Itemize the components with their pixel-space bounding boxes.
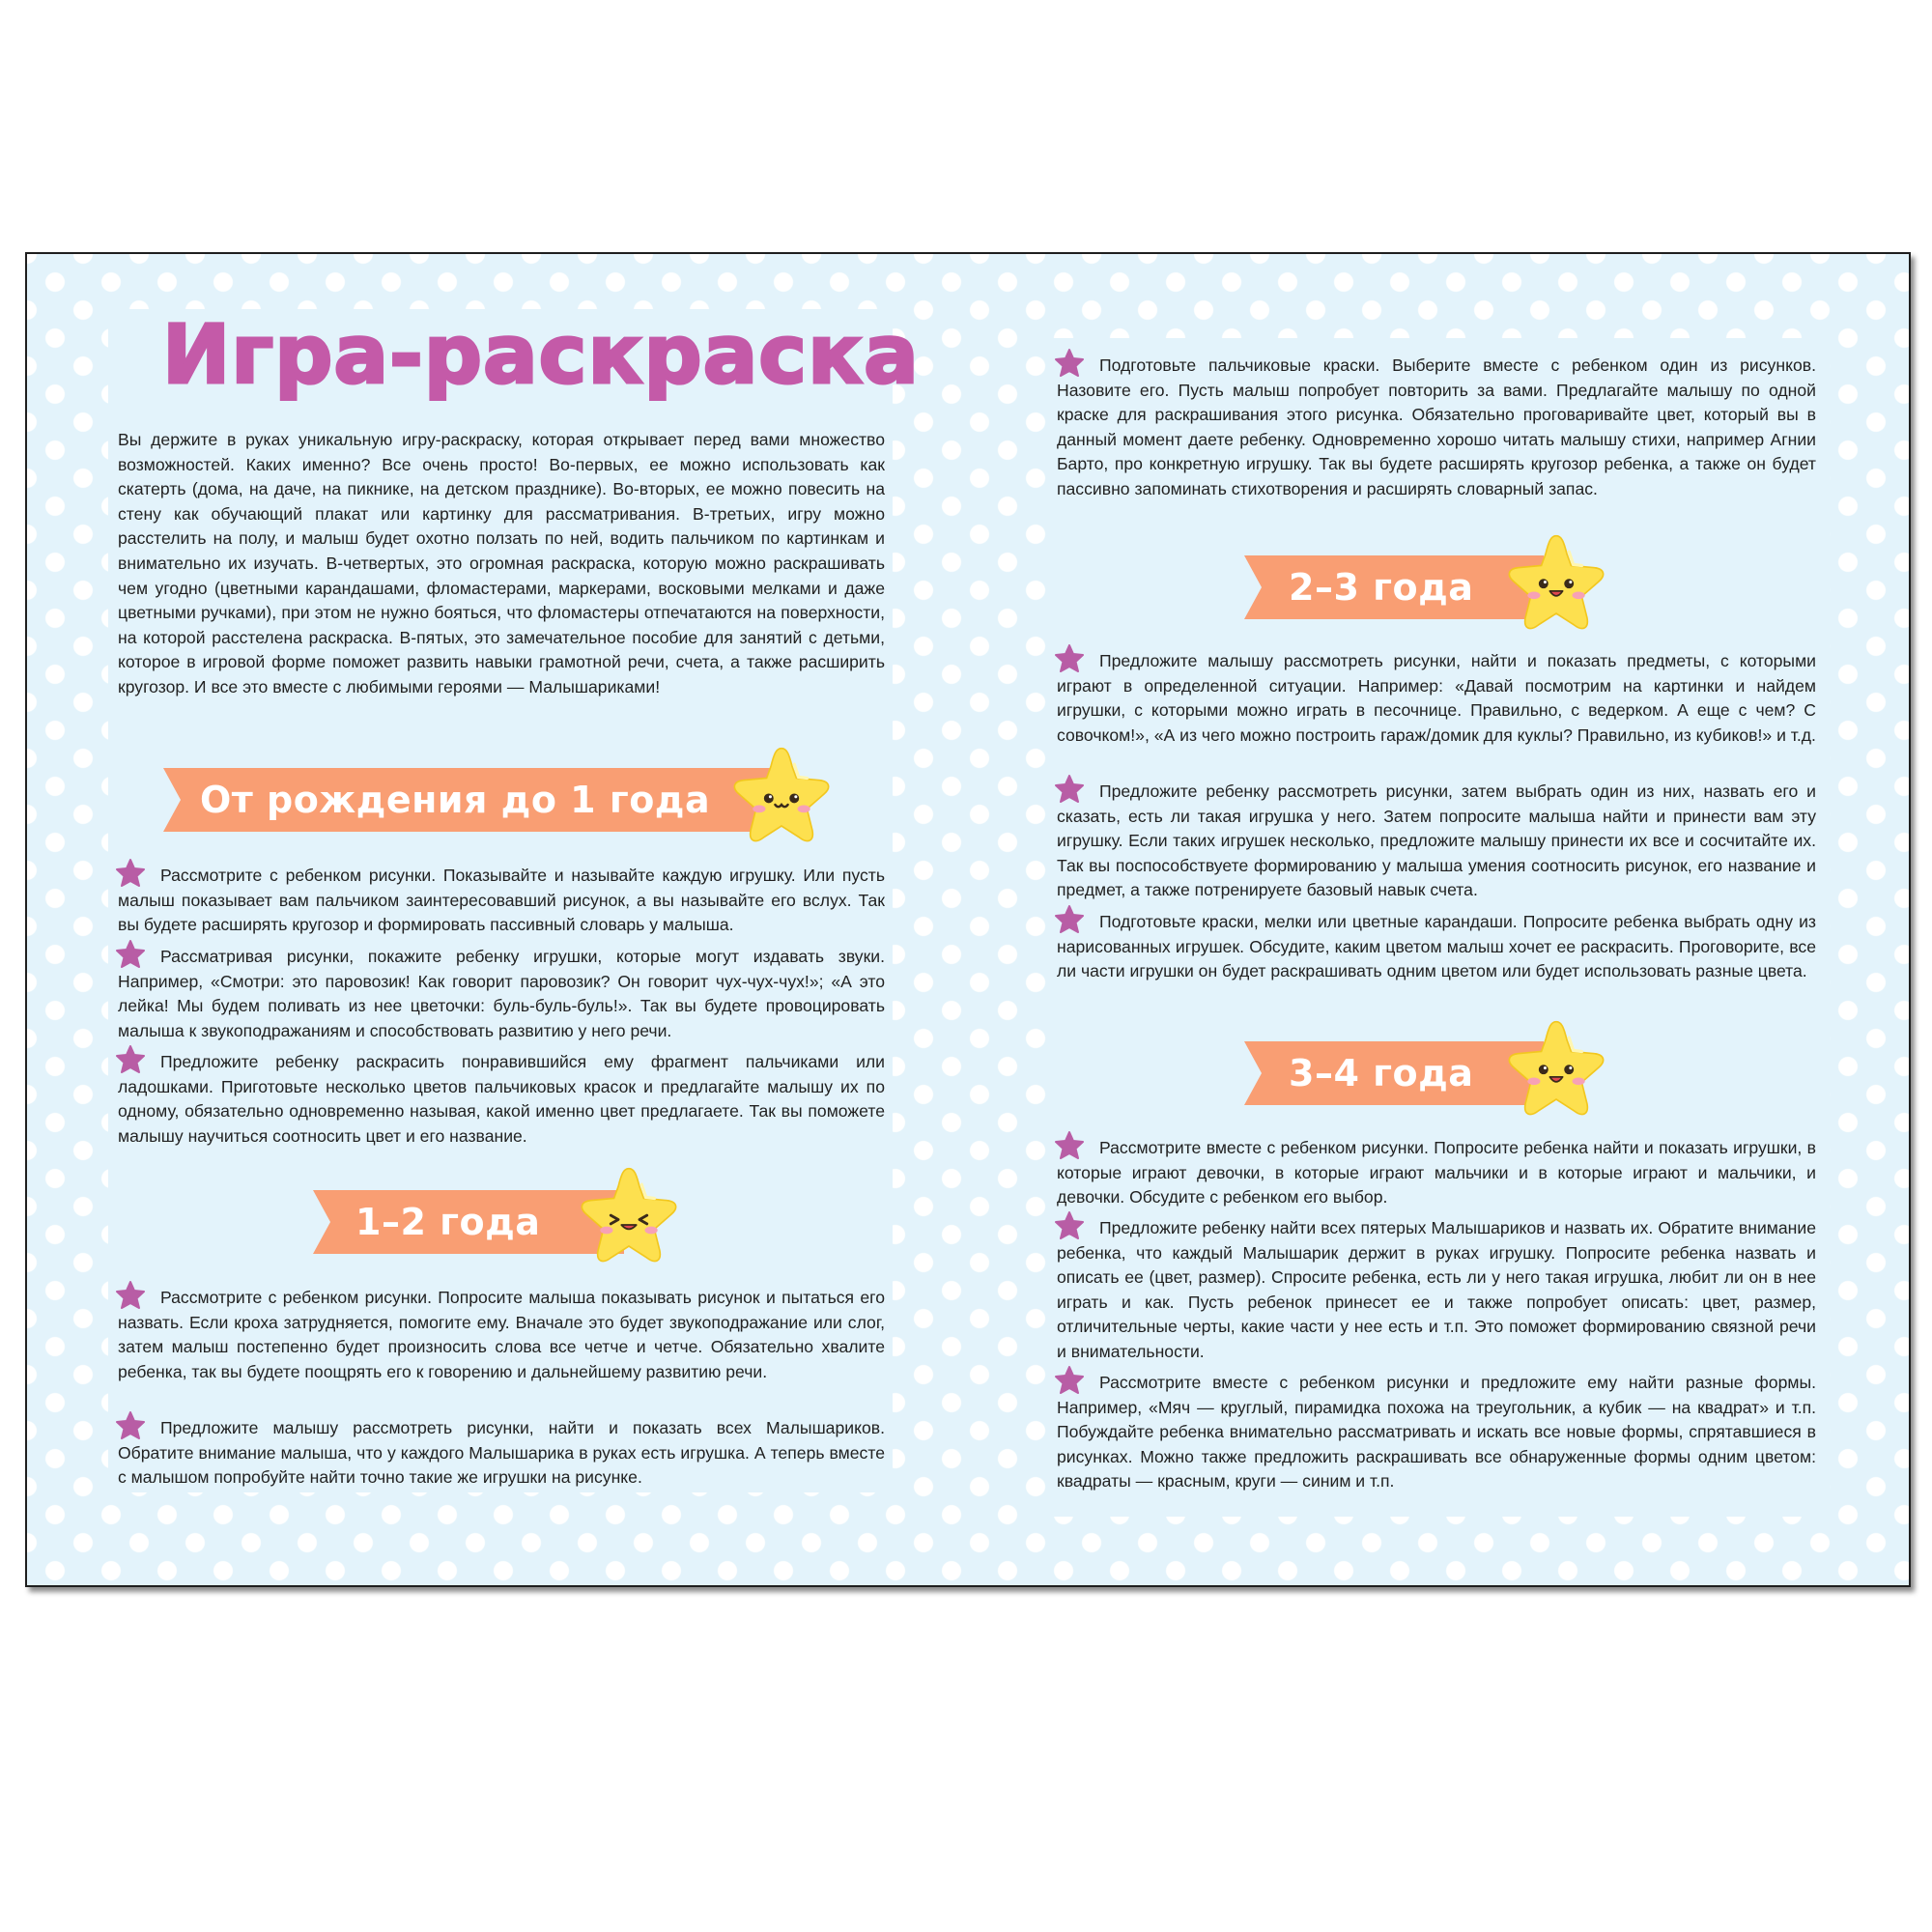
item-text: Рассмотрите с ребенком рисунки. Попросите малыша показывать рисунок и пытаться его назвать. Если кроха затрудняется, помогите ему. Вначале это будет звукоподражание или слог, затем малыш постепенно будет произносить слова все четче и четче. Обязательно хвалите ребенка, так вы будете поощрять его к говорению и дальнейшему развитию речи.: [118, 1288, 885, 1381]
list-item: [1057, 1216, 1816, 1365]
star-bullet-icon: [116, 1045, 145, 1073]
item-text: Предложите малышу рассмотреть рисунки, найти и показать предметы, с которыми играют в определенной ситуации. Например: «Давай посмотрим на картинки и найдем игрушки, с которыми можно играть в песочнице. Правильно, с ведерком. А еще с чем? С совочком!», «А из чего можно построить гараж/домик для куклы? Правильно, из кубиков!» и т.д.: [1057, 651, 1816, 745]
item-text: Рассмотрите с ребенком рисунки. Показывайте и называйте каждую игрушку. Или пусть малыш показывает вам пальчиком заинтересовавший рисунок, а вы называйте его вслух. Так вы будете расширять кругозор и формировать пассивный словарь у малыша.: [118, 866, 885, 935]
item-text: Предложите ребенку раскрасить понравившийся ему фрагмент пальчиками или ладошками. Приготовьте несколько цветов пальчиковых красок и предлагайте малышу их по одному, обязательно одновременно называя, какой именно цвет предлагаете. Так вы поможете малышу научиться соотносить цвет и его название.: [118, 1052, 885, 1146]
section-banner-2-3: [1244, 555, 1631, 619]
intro-paragraph: Вы держите в руках уникальную игру-раскраску, которая открывает перед вами множество возможностей. Каких именно? Все очень просто! Во-первых, ее можно использовать как скатерть (дома, на даче, на пикнике, на детском празднике). Во-вторых, ее можно повесить на стену как обучающий плакат или картинку для рассматривания. В-третьих, игру можно расстелить на полу, и малыш будет охотно ползать по ней, водить пальчиком по картинкам и внимательно их изучать. В-четвертых, это огромная раскраска, которую можно раскрашивать чем угодно (цветными карандашами, фломастерами, маркерами, восковыми мелками и даже цветными ручками), при этом не нужно бояться, что фломастеры отпечатаются на поверхности, на которой расстелена раскраска. В-пятых, это замечательное пособие для занятий с детьми, которое в игровой форме поможет развить навыки грамотной речи, счета, а также расширить кругозор. И все это вместе с любимыми героями — Малышариками!: [118, 430, 885, 696]
item-text: Предложите малышу рассмотреть рисунки, найти и показать всех Малышариков. Обратите внимание малыша, что у каждого Малышарика в руках есть игрушка. А теперь вместе с малышом попробуйте найти точно такие же игрушки на рисунке.: [118, 1418, 885, 1488]
star-bullet-icon: [116, 940, 145, 968]
list-item: [1057, 354, 1816, 502]
star-bullet-icon: [116, 1281, 145, 1309]
list-item: [118, 945, 885, 1043]
star-bullet-icon: [1055, 905, 1084, 933]
item-text: Рассмотрите вместе с ребенком рисунки. Попросите ребенка найти и показать игрушки, в которые играют девочки, в которые играют мальчики и в которые играют и мальчики, и девочки. Обсудите с ребенком его выбор.: [1057, 1138, 1816, 1208]
section-heading: 1–2 года: [355, 1201, 541, 1243]
star-bullet-icon: [116, 859, 145, 887]
item-text: Рассматривая рисунки, покажите ребенку игрушки, которые могут издавать звуки. Например, «Смотри: это паровозик! Как говорит паровозик? Он говорит чух-чух-чух!»; «А это лейка! Мы будем поливать из нее цветочки: буль-буль-буль!». Так вы будете провоцировать малыша к звукоподражаниям и способствовать развитию у него речи.: [118, 947, 885, 1040]
item-text: Подготовьте краски, мелки или цветные карандаши. Попросите ребенка выбрать одну из нарисованных игрушек. Обсудите, каким цветом малыш хочет ее раскрасить. Проговорите, все ли части игрушки он будет раскрашивать одним цветом или будет использовать разные цвета.: [1057, 912, 1816, 981]
list-item: [1057, 1371, 1816, 1494]
list-item: [118, 864, 885, 938]
star-bullet-icon: [116, 1411, 145, 1439]
smiling-star-icon: [728, 743, 835, 845]
list-item: [118, 1416, 885, 1491]
star-bullet-icon: [1055, 775, 1084, 803]
page-title: Игра-раскраска: [162, 307, 920, 402]
item-text: Рассмотрите вместе с ребенком рисунки и предложите ему найти разные формы. Например, «Мяч — круглый, пирамидка похожа на треугольник, а кубик — на квадрат» и т.п. Побуждайте ребенка внимательно рассматривать и искать все новые формы, спрятавшиеся в рисунках. Можно также предложить раскрашивать все обнаруженные формы одним цветом: квадраты — красным, круги — синим и т.п.: [1057, 1373, 1816, 1492]
item-text: Предложите ребенку рассмотреть рисунки, затем выбрать один из них, назвать его и сказать, есть ли такая игрушка у него. Затем попросите малыша найти и принести вам эту игрушку. Если таких игрушек несколько, предложите малышу принести их все и сосчитайте их. Так вы поспособствуете формированию у малыша умения соотносить рисунок, его название и предмет, а также потренируете базовый навык счета.: [1057, 781, 1816, 900]
section-heading: 2–3 года: [1289, 566, 1474, 609]
section-banner-birth-to-1: [163, 768, 839, 832]
star-bullet-icon: [1055, 644, 1084, 672]
smiling-star-icon: [1503, 530, 1609, 633]
section-banner-1-2: [313, 1190, 699, 1254]
star-bullet-icon: [1055, 349, 1084, 377]
item-text: Предложите ребенку найти всех пятерых Малышариков и назвать их. Обратите внимание ребенка, что каждый Малышарик держит в руках игрушку. Попросите ребенка назвать и описать ее (цвет, размер). Спросите ребенка, есть ли у него такая игрушка, любит ли он в нее играть и как. Пусть ребенок принесет ее и также попробует описать: цвет, размер, отличительные черты, какие части у нее есть и т.п. Это поможет формированию связной речи и внимательности.: [1057, 1218, 1816, 1361]
smiling-star-icon: [1503, 1016, 1609, 1119]
section-banner-3-4: [1244, 1041, 1631, 1105]
smiling-star-icon: [576, 1163, 682, 1265]
star-bullet-icon: [1055, 1131, 1084, 1159]
section-heading: 3–4 года: [1289, 1052, 1474, 1094]
star-bullet-icon: [1055, 1366, 1084, 1394]
section-heading: От рождения до 1 года: [200, 779, 711, 821]
list-item: [118, 1286, 885, 1384]
list-item: [1057, 780, 1816, 903]
list-item: [118, 1050, 885, 1149]
list-item: [1057, 910, 1816, 984]
item-text: Подготовьте пальчиковые краски. Выберите вместе с ребенком один из рисунков. Назовите его. Пусть малыш попробует повторить за вами. Предлагайте малышу по одной краске для раскрашивания этого рисунка. Обязательно проговаривайте цвет, который вы в данный момент даете ребенку. Одновременно хорошо читать малышу стихи, например Агнии Барто, про конкретную игрушку. Так вы будете расширять кругозор ребенка, а также он будет пассивно запоминать стихотворения и расширять словарный запас.: [1057, 355, 1816, 498]
star-bullet-icon: [1055, 1211, 1084, 1239]
list-item: [1057, 649, 1816, 748]
list-item: [1057, 1136, 1816, 1210]
